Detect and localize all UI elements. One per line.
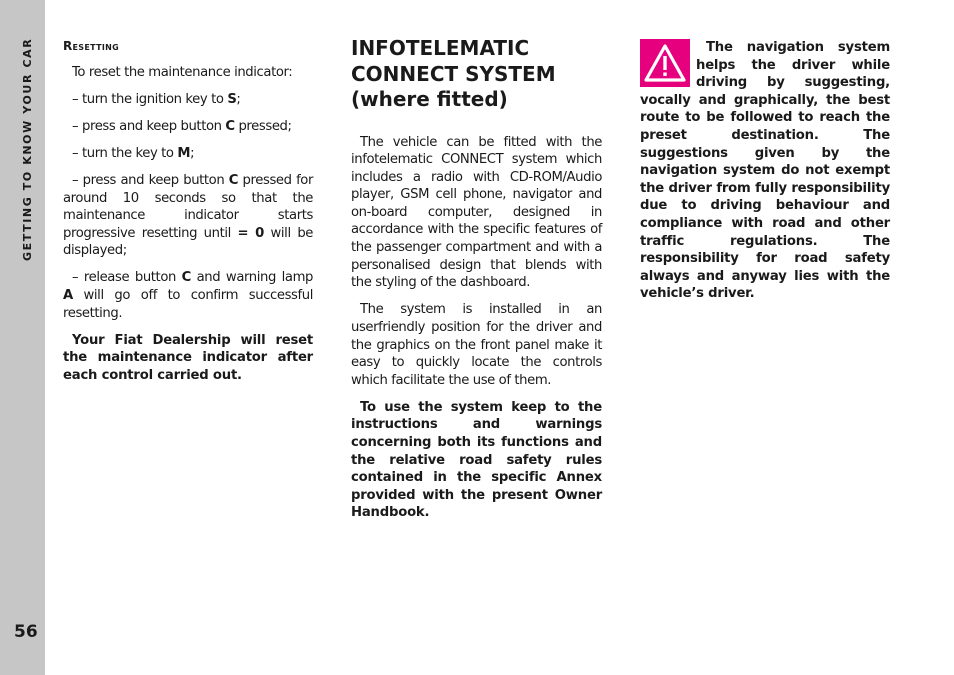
dealership-note: Your Fiat Dealership will reset the maintenance indicator after each control carried out.: [63, 332, 313, 383]
warning-triangle-icon: [640, 39, 690, 87]
step-5: – release button C and warning lamp A will go off to confirm successful resetting.: [63, 270, 313, 321]
section-heading: INFOTELEMATIC CONNECT SYSTEM (where fitted): [351, 36, 556, 111]
chapter-title: GETTING TO KNOW YOUR CAR: [21, 38, 34, 262]
resetting-column: [63, 38, 313, 385]
infotelematic-column: [351, 36, 602, 522]
warning-column: [640, 39, 890, 303]
step-4: – press and keep button C pressed for around 10 seconds so that the maintenance indicator starts progressive resetting until = 0 will be displayed;: [63, 172, 313, 259]
page-number: 56: [14, 622, 38, 642]
step-1: – turn the ignition key to S;: [72, 91, 241, 107]
resetting-title: Resetting: [63, 39, 119, 53]
step-2: – press and keep button C pressed;: [72, 118, 292, 134]
installation-paragraph: The system is installed in an userfriendly position for the driver and the graphics on the front panel make it easy to quickly locate the controls which facilitate the use of them.: [351, 302, 602, 388]
intro-paragraph: The vehicle can be fitted with the infotelematic CONNECT system which includes a radio with CD-ROM/Audio player, GSM cell phone, navigator and on-board computer, designed in accordance with the specific features of the passenger compartment and with a personalised design that blends with the styling of the dashboard.: [351, 134, 602, 291]
resetting-intro: To reset the maintenance indicator:: [72, 64, 293, 80]
instructions-paragraph: To use the system keep to the instructions and warnings concerning both its functions and the relative road safety rules contained in the specific Annex provided with the present Owner Handbook.: [351, 399, 602, 521]
side-band: [0, 0, 45, 675]
navigation-warning: The navigation system helps the driver while driving by suggesting, vocally and graphically, the best route to be followed to reach the preset destination. The suggestions given by the navigation system do not exempt the driver from fully responsibility due to driving behaviour and compliance with road and other traffic regulations. The responsibility for road safety always and anyway lies with the vehicle’s driver.: [640, 40, 890, 302]
step-3: – turn the key to M;: [72, 145, 195, 161]
